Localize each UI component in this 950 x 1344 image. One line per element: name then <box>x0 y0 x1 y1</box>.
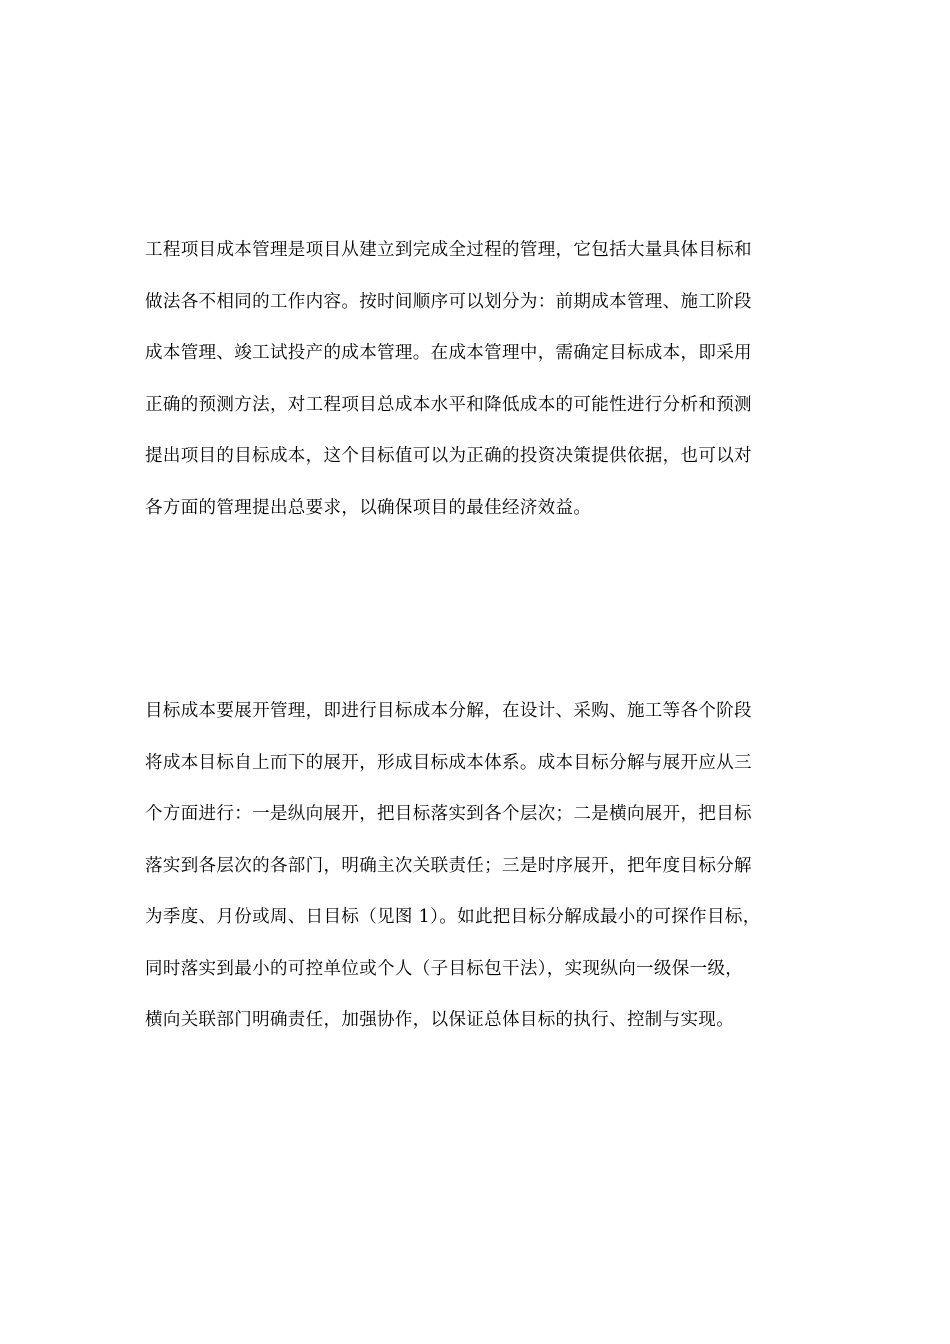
text-line: 成本管理、竣工试投产的成本管理。在成本管理中，需确定目标成本，即采用 <box>145 343 752 363</box>
text-line: 目标成本要展开管理，即进行目标成本分解，在设计、采购、施工等各个阶段 <box>145 701 752 721</box>
text-line: 提出项目的目标成本，这个目标值可以为正确的投资决策提供依据，也可以对 <box>145 446 752 466</box>
text-line: 落实到各层次的各部门，明确主次关联责任；三是时序展开，把年度目标分解 <box>145 855 752 876</box>
text-line: 横向关联部门明确责任，加强协作，以保证总体目标的执行、控制与实现。 <box>145 1010 735 1030</box>
text-line: 正确的预测方法，对工程项目总成本水平和降低成本的可能性进行分析和预测 <box>145 394 752 415</box>
text-line: 将成本目标自上而下的展开，形成目标成本体系。成本目标分解与展开应从三 <box>145 752 752 773</box>
paragraph-target-cost-breakdown <box>145 686 835 1047</box>
text-line: 为季度、月份或周、日目标（见图 1）。如此把目标分解成最小的可探作目标， <box>145 907 761 927</box>
text-line: 同时落实到最小的可控单位或个人（子目标包干法），实现纵向一级保一级， <box>145 958 744 979</box>
paragraph-cost-management <box>145 225 835 534</box>
text-line: 个方面进行：一是纵向展开，把目标落实到各个层次；二是横向展开，把目标 <box>145 804 752 824</box>
text-line: 工程项目成本管理是项目从建立到完成全过程的管理，它包括大量具体目标和 <box>145 240 752 260</box>
text-line: 各方面的管理提出总要求，以确保项目的最佳经济效益。 <box>145 497 592 518</box>
text-line: 做法各不相同的工作内容。按时间顺序可以划分为：前期成本管理、施工阶段 <box>145 291 752 312</box>
